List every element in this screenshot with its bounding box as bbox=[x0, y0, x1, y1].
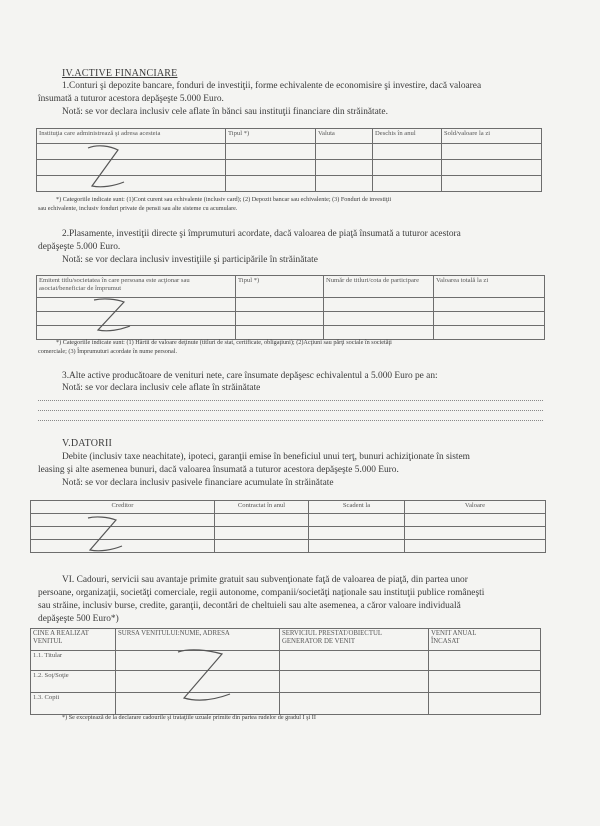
table-header: Contractat în anul bbox=[215, 501, 309, 514]
section-iv-note-2: Notă: se vor declara inclusiv investiţiile şi participările în străinătate bbox=[62, 255, 318, 265]
table-header: ÎNCASAT bbox=[431, 638, 460, 645]
row-label: 1.1. Titular bbox=[31, 651, 116, 671]
section-iv-paragraph-1-line-2: însumată a tuturor acestora depăşeşte 5.000 Euro. bbox=[38, 94, 224, 104]
row-label: 1.2. Soţ/Soţie bbox=[31, 671, 116, 693]
table-header: Sold/valoare la zi bbox=[442, 129, 542, 144]
dotted-line bbox=[38, 400, 543, 401]
section-v-line-1: Debite (inclusiv taxe neachitate), ipoteci, garanţii emise în beneficiul unui terţ, bunuri achiziţionate în sistem bbox=[62, 452, 470, 462]
section-iv-paragraph-2-line-1: 2.Plasamente, investiţii directe şi împrumuturi acordate, dacă valoarea de piaţă însumată a tuturor acestora bbox=[62, 229, 461, 239]
cancel-scribble-1 bbox=[80, 142, 130, 197]
footnote-2-line-1: *) Categoriile indicate sunt: (1) Hârtii de valoare deţinute (titluri de stat, certificate, obligaţiuni); (2)Acţiuni sau părţi sociale în societăţi bbox=[56, 339, 392, 346]
table-header: Număr de titluri/cota de participare bbox=[324, 276, 434, 298]
section-v-line-2: leasing şi alte asemenea bunuri, dacă valoarea însumată a tuturor acestora depăşeşte 5.000 Euro. bbox=[38, 465, 399, 475]
table-header: Tipul *) bbox=[236, 276, 324, 298]
row-label: 1.3. Copii bbox=[31, 693, 116, 715]
table-header: VENITUL bbox=[33, 638, 63, 645]
section-v-note: Notă: se vor declara inclusiv pasivele financiare acumulate în străinătate bbox=[62, 478, 334, 488]
section-iv-title: IV.ACTIVE FINANCIARE bbox=[62, 68, 178, 79]
gifts-table bbox=[30, 628, 541, 715]
cancel-scribble-2 bbox=[88, 296, 136, 338]
table-header: VENIT ANUAL bbox=[431, 630, 477, 637]
table-header: SERVICIUL PRESTAT/OBIECTUL bbox=[282, 630, 383, 637]
dotted-line bbox=[38, 420, 543, 421]
footnote-1-line-2: sau echivalente, inclusiv fonduri private de pensii sau alte sisteme cu acumulare. bbox=[38, 205, 238, 212]
table-header: SURSA VENITULUI:NUME, ADRESA bbox=[116, 629, 280, 651]
section-iv-paragraph-3: 3.Alte active producătoare de venituri nete, care însumate depăşesc echivalentul a 5.000 Euro pe an: bbox=[62, 371, 438, 381]
section-iv-note-3: Notă: se vor declara inclusiv cele aflate în străinătate bbox=[62, 383, 261, 393]
table-header: Valoarea totală la zi bbox=[434, 276, 545, 298]
section-vi-footnote: *) Se exceptează de la declarare cadourile şi trataţiile uzuale primite din partea rudelor de gradul I şi II bbox=[62, 714, 316, 721]
section-iv-paragraph-2-line-2: depăşeşte 5.000 Euro. bbox=[38, 242, 121, 252]
table-header: Valoare bbox=[405, 501, 546, 514]
section-vi-line-2: persoane, organizaţii, societăţi comerciale, regii autonome, companii/societăţi naţionale sau instituţii publice româneşti bbox=[38, 588, 485, 598]
dotted-line bbox=[38, 410, 543, 411]
section-iv-paragraph-1-line-1: 1.Conturi şi depozite bancare, fonduri de investiţii, forme echivalente de economisire şi investire, dacă valoarea bbox=[62, 81, 482, 91]
section-vi-line-3: sau străine, inclusiv burse, credite, garanţii, decontări de cheltuieli sau alte asemenea, a căror valoare individuală bbox=[38, 601, 461, 611]
section-v-title: V.DATORII bbox=[62, 438, 113, 449]
table-row bbox=[31, 671, 541, 693]
table-header: Valuta bbox=[316, 129, 373, 144]
table-header: Tipul *) bbox=[226, 129, 316, 144]
footnote-2-line-2: comerciale; (3) Împrumuturi acordate în nume personal. bbox=[38, 348, 177, 355]
footnote-1-line-1: *) Categoriile indicate sunt: (1)Cont curent sau echivalente (inclusiv card); (2) Depozit bancar sau echivalente; (3) Fonduri de investiţii bbox=[56, 196, 392, 203]
table-header: CINE A REALIZAT bbox=[33, 630, 89, 637]
table-row bbox=[31, 693, 541, 715]
cancel-scribble-4 bbox=[168, 646, 238, 710]
table-row bbox=[31, 651, 541, 671]
table-header: Instituţia care administrează şi adresa acesteia bbox=[37, 129, 226, 144]
table-header: Deschis în anul bbox=[373, 129, 442, 144]
table-header: Scadent la bbox=[309, 501, 405, 514]
section-iv-note-1: Notă: se vor declara inclusiv cele aflate în bănci sau instituţii financiare din străinătate. bbox=[62, 107, 388, 117]
table-header: Emitent titlu/societatea în care persoana este acţionar sau asociat/beneficiar de împrumut bbox=[37, 276, 236, 298]
cancel-scribble-3 bbox=[82, 514, 126, 558]
section-vi-line-1: VI. Cadouri, servicii sau avantaje primite gratuit sau subvenţionate faţă de valoarea de piaţă, din partea unor bbox=[62, 575, 468, 585]
table-header: GENERATOR DE VENIT bbox=[282, 638, 355, 645]
section-vi-line-4: depăşeşte 500 Euro*) bbox=[38, 614, 119, 624]
table-header: Creditor bbox=[31, 501, 215, 514]
